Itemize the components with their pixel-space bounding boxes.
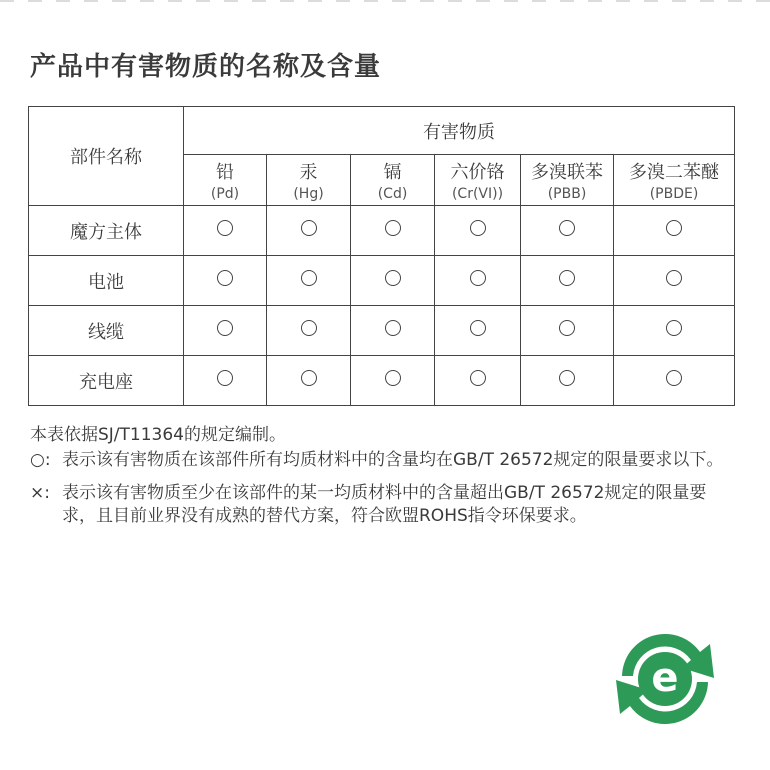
- cross-legend-note: [30, 482, 730, 528]
- table-row: [29, 256, 735, 306]
- substance-symbol: (Hg): [293, 186, 324, 202]
- hazardous-substances-table: [28, 106, 735, 406]
- part-name-cell: 线缆: [29, 306, 184, 356]
- table-header-row: [29, 107, 735, 155]
- circle-mark-icon: [385, 320, 401, 336]
- compliance-cell: [521, 256, 614, 306]
- cross-legend-mark: ×:: [30, 483, 50, 503]
- circle-legend-note: [30, 449, 730, 472]
- substance-symbol: (PBB): [547, 186, 587, 202]
- substance-symbol: (PBDE): [649, 186, 699, 202]
- table-row: [29, 206, 735, 256]
- compliance-cell: [184, 306, 267, 356]
- compliance-cell: [435, 306, 521, 356]
- substance-header: [614, 155, 735, 206]
- hazard-header: 有害物质: [184, 107, 735, 155]
- substance-name: 铅: [216, 162, 234, 183]
- substance-header: [267, 155, 351, 206]
- substance-name: 六价铬: [450, 162, 505, 183]
- environmental-protection-e-logo-icon: [592, 606, 738, 752]
- compliance-cell: [184, 206, 267, 256]
- circle-mark-icon: [559, 320, 575, 336]
- circle-mark-icon: [559, 270, 575, 286]
- substance-header: [351, 155, 435, 206]
- circle-mark-icon: [217, 270, 233, 286]
- circle-mark-icon: [470, 270, 486, 286]
- compliance-cell: [184, 356, 267, 406]
- substance-header: [184, 155, 267, 206]
- logo-letter: e: [651, 655, 679, 701]
- part-name-header: 部件名称: [29, 107, 184, 206]
- compliance-cell: [267, 206, 351, 256]
- circle-mark-icon: [470, 320, 486, 336]
- circle-mark-icon: [666, 220, 682, 236]
- compliance-cell: [351, 206, 435, 256]
- compliance-cell: [521, 306, 614, 356]
- circle-mark-icon: [385, 370, 401, 386]
- notes-section: [30, 424, 730, 528]
- circle-mark-icon: [559, 220, 575, 236]
- substance-header: [435, 155, 521, 206]
- circle-mark-icon: [666, 320, 682, 336]
- circle-legend-text: 表示该有害物质在该部件所有均质材料中的含量均在GB/T 26572规定的限量要求以下。: [62, 450, 724, 470]
- circle-mark-icon: [470, 220, 486, 236]
- part-name-cell: 充电座: [29, 356, 184, 406]
- circle-mark-icon: [217, 370, 233, 386]
- compliance-cell: [614, 356, 735, 406]
- compliance-cell: [351, 356, 435, 406]
- top-dashed-divider: [0, 0, 770, 2]
- circle-mark-icon: [470, 370, 486, 386]
- compliance-cell: [351, 256, 435, 306]
- circle-mark-icon: [385, 270, 401, 286]
- compliance-cell: [267, 356, 351, 406]
- substance-name: 多溴二苯醚: [629, 162, 720, 183]
- compliance-cell: [184, 256, 267, 306]
- substance-name: 汞: [299, 162, 318, 183]
- compliance-cell: [435, 256, 521, 306]
- compliance-cell: [521, 356, 614, 406]
- circle-mark-icon: [301, 270, 317, 286]
- circle-mark-icon: [301, 320, 317, 336]
- compliance-cell: [521, 206, 614, 256]
- compliance-cell: [267, 306, 351, 356]
- substance-header: [521, 155, 614, 206]
- substance-name: 镉: [383, 162, 402, 183]
- compliance-cell: [435, 206, 521, 256]
- compliance-cell: [267, 256, 351, 306]
- part-name-cell: 魔方主体: [29, 206, 184, 256]
- page-title: 产品中有害物质的名称及含量: [30, 52, 382, 82]
- compliance-cell: [614, 206, 735, 256]
- circle-mark-icon: [559, 370, 575, 386]
- circle-legend-mark: ○:: [30, 450, 51, 470]
- standard-note: 本表依据SJ/T11364的规定编制。: [30, 425, 286, 445]
- circle-mark-icon: [666, 370, 682, 386]
- circle-mark-icon: [217, 320, 233, 336]
- compliance-cell: [435, 356, 521, 406]
- circle-mark-icon: [301, 370, 317, 386]
- substance-name: 多溴联苯: [531, 162, 603, 183]
- table-row: [29, 306, 735, 356]
- substance-symbol: (Cr(VI)): [451, 186, 504, 202]
- circle-mark-icon: [385, 220, 401, 236]
- cross-legend-text: 表示该有害物质至少在该部件的某一均质材料中的含量超出GB/T 26572规定的限量要求，且目前业界没有成熟的替代方案，符合欧盟ROHS指令环保要求。: [62, 483, 707, 526]
- table-row: [29, 356, 735, 406]
- circle-mark-icon: [217, 220, 233, 236]
- part-name-cell: 电池: [29, 256, 184, 306]
- compliance-cell: [614, 306, 735, 356]
- circle-mark-icon: [666, 270, 682, 286]
- compliance-cell: [351, 306, 435, 356]
- substance-symbol: (Pd): [210, 186, 240, 202]
- substance-symbol: (Cd): [377, 186, 408, 202]
- compliance-cell: [614, 256, 735, 306]
- circle-mark-icon: [301, 220, 317, 236]
